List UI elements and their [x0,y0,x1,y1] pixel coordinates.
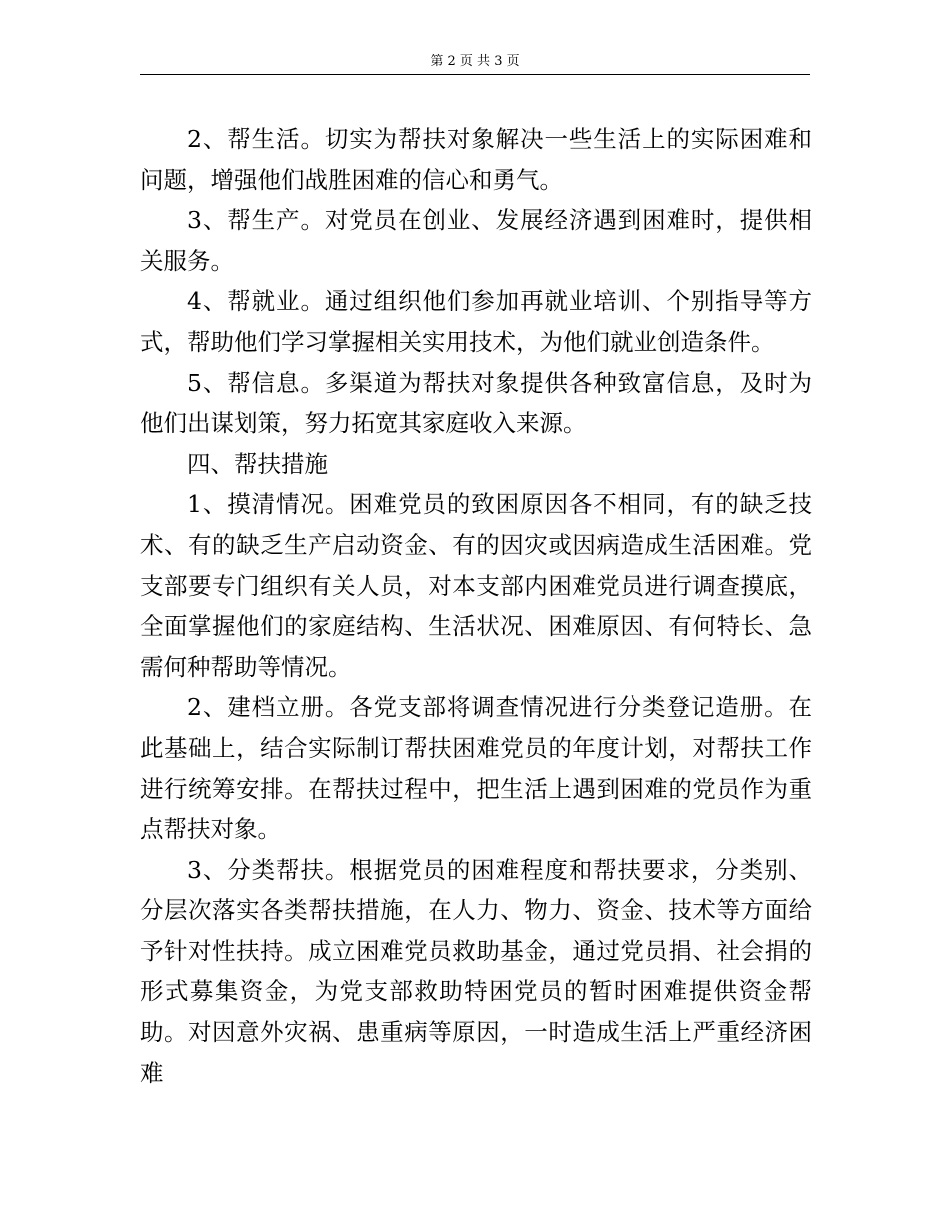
paragraph-help-employment: 4、帮就业。通过组织他们参加再就业培训、个别指导等方式，帮助他们学习掌握相关实用技术，为他们就业创造条件。 [140,287,812,356]
paragraph-help-production: 3、帮生产。对党员在创业、发展经济遇到困难时，提供相关服务。 [140,206,812,275]
document-body [140,119,812,1093]
paragraph-investigate: 1、摸清情况。困难党员的致困原因各不相同，有的缺乏技术、有的缺乏生产启动资金、有的因灾或因病造成生活困难。党支部要专门组织有关人员，对本支部内困难党员进行调查摸底，全面掌握他们的家庭结构、生活状况、困难原因、有何特长、急需何种帮助等情况。 [140,490,812,681]
section-heading-measures: 四、帮扶措施 [187,449,328,478]
paragraph-register: 2、建档立册。各党支部将调查情况进行分类登记造册。在此基础上，结合实际制订帮扶困难党员的年度计划，对帮扶工作进行统筹安排。在帮扶过程中，把生活上遇到困难的党员作为重点帮扶对象。 [140,693,812,844]
paragraph-help-information: 5、帮信息。多渠道为帮扶对象提供各种致富信息，及时为他们出谋划策，努力拓宽其家庭收入来源。 [140,368,812,438]
page-header [140,52,810,75]
paragraph-help-living: 2、帮生活。切实为帮扶对象解决一些生活上的实际困难和问题，增强他们战胜困难的信心和勇气。 [140,125,812,194]
page-number: 第 2 页 共 3 页 [430,54,520,69]
paragraph-categorized-help: 3、分类帮扶。根据党员的困难程度和帮扶要求，分类别、分层次落实各类帮扶措施，在人力、物力、资金、技术等方面给予针对性扶持。成立困难党员救助基金，通过党员捐、社会捐的形式募集资金，为党支部救助特困党员的暂时困难提供资金帮助。对因意外灾祸、患重病等原因，一时造成生活上严重经济困难 [140,855,812,1087]
